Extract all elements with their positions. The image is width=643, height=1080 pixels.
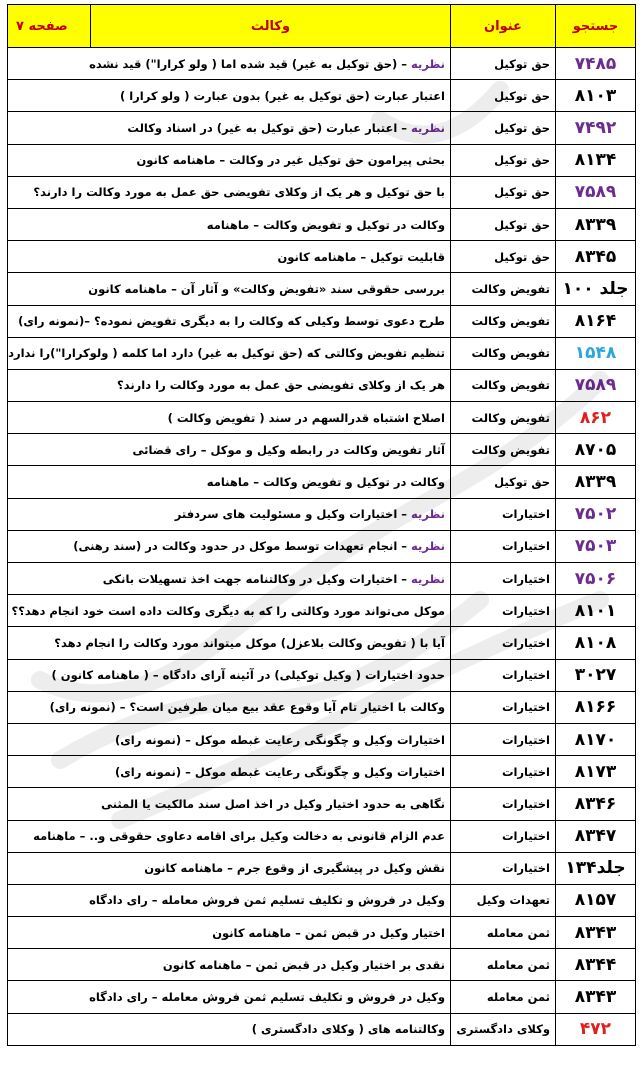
row-prefix: نظریه (411, 571, 445, 586)
row-title-cell (8, 241, 451, 273)
row-topic: اختیارات (451, 498, 556, 530)
row-code[interactable]: ۸۱۶۴ (556, 305, 636, 337)
table-row (8, 176, 636, 208)
row-title: وکالتنامه های ( وکلای دادگستری ) (251, 1022, 445, 1037)
table-row (8, 884, 636, 916)
table-row (8, 402, 636, 434)
row-code[interactable]: ۴۷۲ (556, 1013, 636, 1045)
table-row (8, 981, 636, 1013)
row-topic: تفویض وکالت (451, 273, 556, 305)
row-title-cell (8, 691, 451, 723)
table-row (8, 112, 636, 144)
row-title: بحثی پیرامون حق توکیل غیر در وکالت – ماهنامه کانون (136, 153, 445, 168)
row-title-cell (8, 402, 451, 434)
row-title-cell (8, 305, 451, 337)
table-row (8, 691, 636, 723)
row-topic: اختیارات (451, 820, 556, 852)
row-code[interactable]: ۷۵۸۹ (556, 176, 636, 208)
row-code[interactable]: جلد۱۳۴ (556, 852, 636, 884)
row-title-cell (8, 466, 451, 498)
row-title-cell (8, 981, 451, 1013)
row-title: – (حق توکیل به غیر) قید شده اما ( ولو کرارا") قید نشده (89, 56, 412, 71)
row-topic: ثمن معامله (451, 949, 556, 981)
row-topic: تعهدات وکیل (451, 884, 556, 916)
row-topic: اختیارات (451, 852, 556, 884)
table-row (8, 80, 636, 112)
row-code[interactable]: ۷۴۸۵ (556, 48, 636, 80)
row-title: – انجام تعهدات توسط موکل در حدود وکالت در (سند رهنی) (73, 539, 412, 554)
row-title-cell (8, 595, 451, 627)
row-title: وکالت در توکیل و تفویض وکالت – ماهنامه (206, 475, 445, 490)
table-row (8, 659, 636, 691)
table-row (8, 369, 636, 401)
row-title-cell (8, 144, 451, 176)
row-title: با حق توکیل و هر یک از وکلای تفویضی حق عمل به مورد وکالت را دارند؟ (33, 185, 445, 200)
row-prefix: نظریه (411, 120, 445, 135)
header-row (8, 5, 636, 48)
row-code[interactable]: ۸۳۴۳ (556, 917, 636, 949)
row-topic: اختیارات (451, 627, 556, 659)
table-row (8, 434, 636, 466)
row-topic: تفویض وکالت (451, 369, 556, 401)
row-topic: حق توکیل (451, 112, 556, 144)
row-prefix: نظریه (411, 56, 445, 71)
row-code[interactable]: ۳۰۲۷ (556, 659, 636, 691)
table-row (8, 48, 636, 80)
row-prefix: نظریه (411, 539, 445, 554)
header-topic: عنوان (451, 5, 556, 48)
table-row (8, 595, 636, 627)
row-title-cell (8, 723, 451, 755)
row-title-cell (8, 80, 451, 112)
table-row (8, 273, 636, 305)
row-topic: حق توکیل (451, 144, 556, 176)
row-topic: حق توکیل (451, 241, 556, 273)
row-topic: وکلای دادگستری (451, 1013, 556, 1045)
table-row (8, 756, 636, 788)
row-title-cell (8, 369, 451, 401)
row-code[interactable]: ۸۳۳۹ (556, 466, 636, 498)
table-row (8, 820, 636, 852)
row-topic: اختیارات (451, 530, 556, 562)
table-row (8, 723, 636, 755)
row-title: نقدی بر اختیار وکیل در قبض ثمن – ماهنامه کانون (162, 957, 445, 972)
row-code[interactable]: ۷۴۹۲ (556, 112, 636, 144)
row-title-cell (8, 112, 451, 144)
row-topic: حق توکیل (451, 80, 556, 112)
row-topic: حق توکیل (451, 176, 556, 208)
row-title-cell (8, 659, 451, 691)
row-code[interactable]: ۸۱۷۳ (556, 756, 636, 788)
index-sheet (7, 4, 635, 1046)
row-code[interactable]: ۷۵۰۶ (556, 563, 636, 595)
row-code[interactable]: ۷۵۸۹ (556, 369, 636, 401)
row-title-cell (8, 208, 451, 240)
table-row (8, 498, 636, 530)
table-row (8, 1013, 636, 1045)
row-title-cell (8, 434, 451, 466)
table-row (8, 949, 636, 981)
row-code[interactable]: ۸۱۶۶ (556, 691, 636, 723)
row-title-cell (8, 949, 451, 981)
row-code[interactable]: ۸۳۴۵ (556, 241, 636, 273)
row-title-cell (8, 1013, 451, 1045)
row-title: وکیل در فروش و تکلیف تسلیم ثمن فروش معامله – رای دادگاه (89, 990, 445, 1005)
row-title: اختیارات وکیل و چگونگی رعایت غبطه موکل – (نمونه رای) (114, 732, 445, 747)
row-title: آثار تفویض وکالت در رابطه وکیل و موکل – رای قضائی (132, 442, 445, 457)
row-title-cell (8, 563, 451, 595)
table-row (8, 144, 636, 176)
row-code[interactable]: ۸۱۵۷ (556, 884, 636, 916)
row-topic: ثمن معامله (451, 981, 556, 1013)
row-title-cell (8, 756, 451, 788)
row-topic: اختیارات (451, 595, 556, 627)
row-title: – اختیارات وکیل و مسئولیت های سردفتر (174, 507, 412, 522)
row-title-cell (8, 788, 451, 820)
row-title: قابلیت توکیل – ماهنامه کانون (277, 249, 445, 264)
row-topic: تفویض وکالت (451, 337, 556, 369)
row-title: آیا با ( تفویض وکالت بلاعزل) موکل میتواند مورد وکالت را انجام دهد؟ (54, 635, 445, 650)
row-code[interactable]: ۷۵۰۲ (556, 498, 636, 530)
table-row (8, 466, 636, 498)
row-code[interactable]: ۸۷۰۵ (556, 434, 636, 466)
row-code[interactable]: ۸۶۲ (556, 402, 636, 434)
table-row (8, 627, 636, 659)
row-code[interactable]: جلد ۱۰۰ (556, 273, 636, 305)
row-topic: اختیارات (451, 691, 556, 723)
row-title: وکالت با اختیار تام آیا وقوع عقد بیع میان طرفین است؟ – (نمونه رای) (49, 700, 445, 715)
row-code[interactable]: ۸۳۴۴ (556, 949, 636, 981)
row-title-cell (8, 627, 451, 659)
row-code[interactable]: ۱۵۴۸ (556, 337, 636, 369)
row-title-cell (8, 48, 451, 80)
table-row (8, 337, 636, 369)
row-title-cell (8, 337, 451, 369)
row-title: تنظیم تفویض وکالتی که (حق توکیل به غیر) دارد اما کلمه ( ولوکرارا")را ندارد (8, 346, 445, 361)
row-code[interactable]: ۸۱۰۸ (556, 627, 636, 659)
row-topic: اختیارات (451, 723, 556, 755)
row-code[interactable]: ۸۱۰۳ (556, 80, 636, 112)
row-title: موکل می‌تواند مورد وکالتی را که به دیگری وکالت داده است خود انجام دهد؟؟ (11, 603, 445, 618)
row-title: – اختیارات وکیل در وکالتنامه جهت اخذ تسهیلات بانکی (102, 571, 412, 586)
row-code[interactable]: ۷۵۰۳ (556, 530, 636, 562)
row-code[interactable]: ۸۱۰۱ (556, 595, 636, 627)
row-title-cell (8, 884, 451, 916)
table-row (8, 917, 636, 949)
row-topic: حق توکیل (451, 48, 556, 80)
index-table (7, 4, 636, 1046)
table-body (8, 48, 636, 1046)
row-title: وکالت در توکیل و تفویض وکالت – ماهنامه (206, 217, 445, 232)
row-topic: حق توکیل (451, 466, 556, 498)
row-title-cell (8, 530, 451, 562)
row-topic: حق توکیل (451, 208, 556, 240)
row-title: بررسی حقوقی سند «تفویض وکالت» و آثار آن – ماهنامه کانون (88, 281, 445, 296)
table-row (8, 305, 636, 337)
row-title-cell (8, 820, 451, 852)
row-topic: ثمن معامله (451, 917, 556, 949)
header-title: وکالت (91, 5, 451, 48)
table-row (8, 788, 636, 820)
row-title: – اعتبار عبارت (حق توکیل به غیر) در اسناد وکالت (127, 120, 412, 135)
row-code[interactable]: ۸۱۷۰ (556, 723, 636, 755)
row-title: نقش وکیل در پیشگیری از وقوع جرم – ماهنامه کانون (144, 861, 445, 876)
row-code[interactable]: ۸۳۴۳ (556, 981, 636, 1013)
row-title-cell (8, 176, 451, 208)
row-title: وکیل در فروش و تکلیف تسلیم ثمن فروش معامله – رای دادگاه (89, 893, 445, 908)
row-title: اختیارات وکیل و چگونگی رعایت غبطه موکل – (نمونه رای) (114, 764, 445, 779)
row-code[interactable]: ۸۳۴۷ (556, 820, 636, 852)
row-topic: تفویض وکالت (451, 434, 556, 466)
row-title: اصلاح اشتباه قدرالسهم در سند ( تفویض وکالت ) (167, 410, 445, 425)
row-title: اختیار وکیل در قبض ثمن – ماهنامه کانون (212, 925, 445, 940)
row-title: هر یک از وکلای تفویضی حق عمل به مورد وکالت را دارند؟ (117, 378, 445, 393)
row-title: حدود اختیارات ( وکیل توکیلی) در آئینه آرای دادگاه – ( ماهنامه کانون ) (51, 668, 445, 683)
table-row (8, 241, 636, 273)
row-topic: اختیارات (451, 659, 556, 691)
row-prefix: نظریه (411, 507, 445, 522)
table-row (8, 563, 636, 595)
row-title-cell (8, 498, 451, 530)
row-title: نگاهی به حدود اختیار وکیل در اخذ اصل سند مالکیت یا المثنی (101, 796, 445, 811)
header-page-label: صفحه ۷ (8, 5, 91, 48)
row-topic: تفویض وکالت (451, 402, 556, 434)
table-row (8, 530, 636, 562)
row-topic: اختیارات (451, 788, 556, 820)
row-topic: اختیارات (451, 563, 556, 595)
row-title-cell (8, 917, 451, 949)
row-code[interactable]: ۸۳۴۶ (556, 788, 636, 820)
row-title: عدم الزام قانونی به دخالت وکیل برای اقامه دعاوی حقوقی و.. – ماهنامه (33, 829, 445, 844)
table-row (8, 852, 636, 884)
row-topic: اختیارات (451, 756, 556, 788)
table-row (8, 208, 636, 240)
header-search: جستجو (556, 5, 636, 48)
row-title-cell (8, 273, 451, 305)
row-title: طرح دعوی توسط وکیلی که وکالت را به دیگری تفویض نموده؟ –(نمونه رای) (18, 314, 445, 329)
row-code[interactable]: ۸۳۳۹ (556, 208, 636, 240)
row-title-cell (8, 852, 451, 884)
row-title: اعتبار عبارت (حق توکیل به غیر) بدون عبارت ( ولو کرارا ) (119, 88, 445, 103)
row-topic: تفویض وکالت (451, 305, 556, 337)
row-code[interactable]: ۸۱۳۴ (556, 144, 636, 176)
